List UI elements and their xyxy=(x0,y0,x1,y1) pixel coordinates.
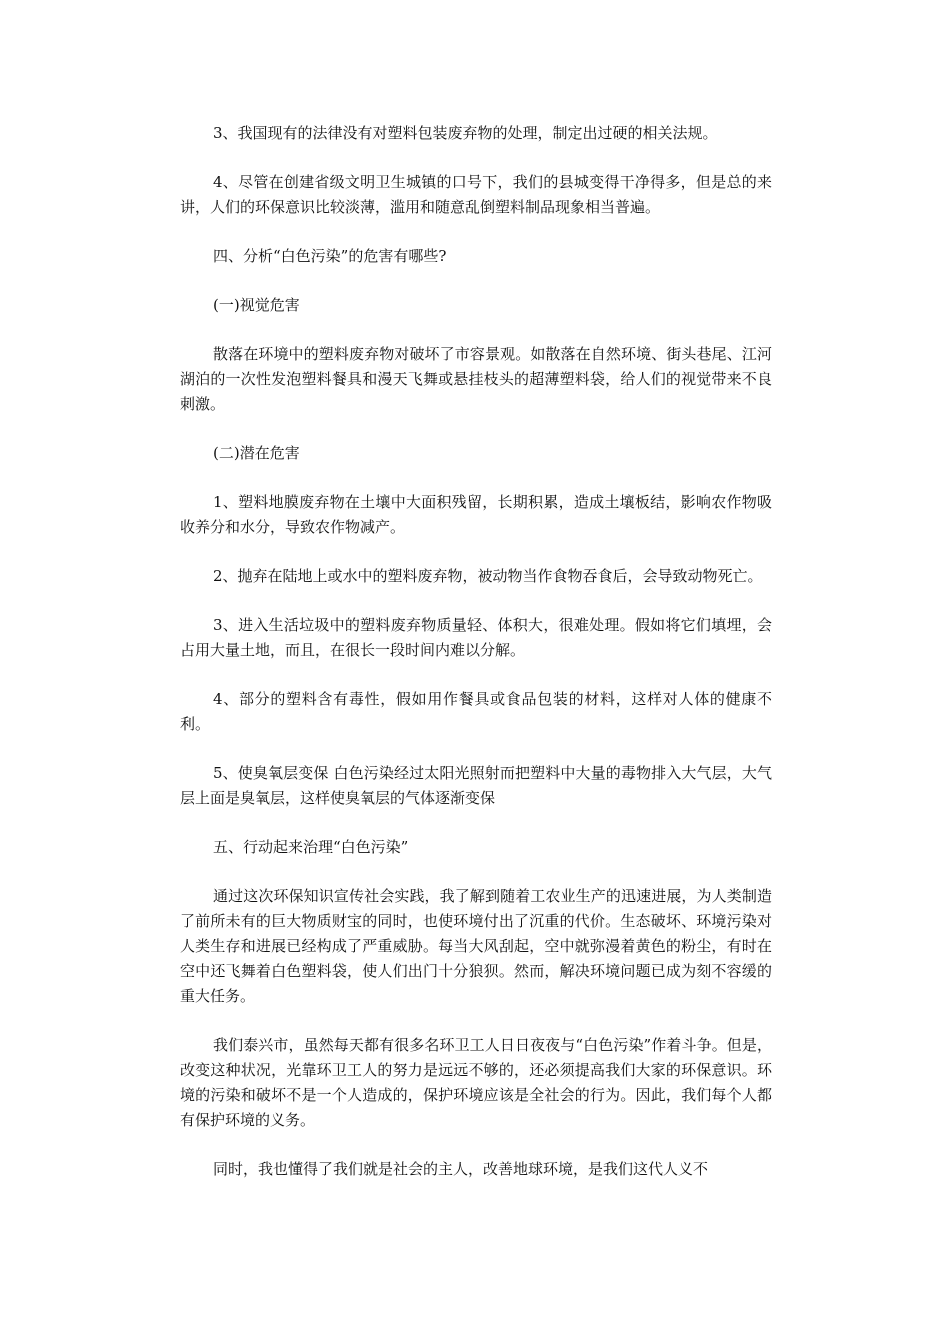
section-heading-action: 五、行动起来治理“白色污染” xyxy=(213,838,409,856)
document-body xyxy=(180,121,772,1206)
subheading-visual-harm: (一)视觉危害 xyxy=(213,296,300,314)
paragraph-law-gap: 3、我国现有的法律没有对塑料包装废弃物的处理，制定出过硬的相关法规。 xyxy=(213,124,718,142)
paragraph-conclusion: 同时，我也懂得了我们就是社会的主人，改善地球环境，是我们这代人义不 xyxy=(213,1160,709,1178)
paragraph-visual-harm: 散落在环境中的塑料废弃物对破坏了市容景观。如散落在自然环境、街头巷尾、江河湖泊的一次性发泡塑料餐具和漫天飞舞或悬挂枝头的超薄塑料袋，给人们的视觉带来不良刺激。 xyxy=(180,345,772,413)
paragraph-awareness: 4、尽管在创建省级文明卫生城镇的口号下，我们的县城变得干净得多，但是总的来讲，人们的环保意识比较淡薄，滥用和随意乱倒塑料制品现象相当普遍。 xyxy=(180,173,772,216)
subheading-potential-harm: (二)潜在危害 xyxy=(213,444,300,462)
paragraph-harm-5: 5、使臭氧层变保 白色污染经过太阳光照射而把塑料中大量的毒物排入大气层，大气层上面是臭氧层，这样使臭氧层的气体逐渐变保 xyxy=(180,764,772,807)
paragraph-practice: 通过这次环保知识宣传社会实践，我了解到随着工农业生产的迅速进展，为人类制造了前所未有的巨大物质财宝的同时，也使环境付出了沉重的代价。生态破坏、环境污染对人类生存和进展已经构成了严重威胁。每当大风刮起，空中就弥漫着黄色的粉尘，有时在空中还飞舞着白色塑料袋，使人们出门十分狼狈。然而，解决环境问题已成为刻不容缓的重大任务。 xyxy=(180,887,772,1005)
paragraph-harm-1: 1、塑料地膜废弃物在土壤中大面积残留，长期积累，造成土壤板结，影响农作物吸收养分和水分，导致农作物减产。 xyxy=(180,493,772,536)
paragraph-harm-4: 4、部分的塑料含有毒性，假如用作餐具或食品包装的材料，这样对人体的健康不利。 xyxy=(180,690,772,733)
paragraph-taixing: 我们泰兴市，虽然每天都有很多名环卫工人日日夜夜与“白色污染”作着斗争。但是，改变这种状况，光靠环卫工人的努力是远远不够的，还必须提高我们大家的环保意识。环境的污染和破坏不是一个人造成的，保护环境应该是全社会的行为。因此，我们每个人都有保护环境的义务。 xyxy=(180,1036,772,1129)
section-heading-harms: 四、分析“白色污染”的危害有哪些? xyxy=(213,247,447,265)
paragraph-harm-2: 2、抛弃在陆地上或水中的塑料废弃物，被动物当作食物吞食后，会导致动物死亡。 xyxy=(213,567,763,585)
paragraph-harm-3: 3、进入生活垃圾中的塑料废弃物质量轻、体积大，很难处理。假如将它们填埋，会占用大量土地，而且，在很长一段时间内难以分解。 xyxy=(180,616,772,659)
